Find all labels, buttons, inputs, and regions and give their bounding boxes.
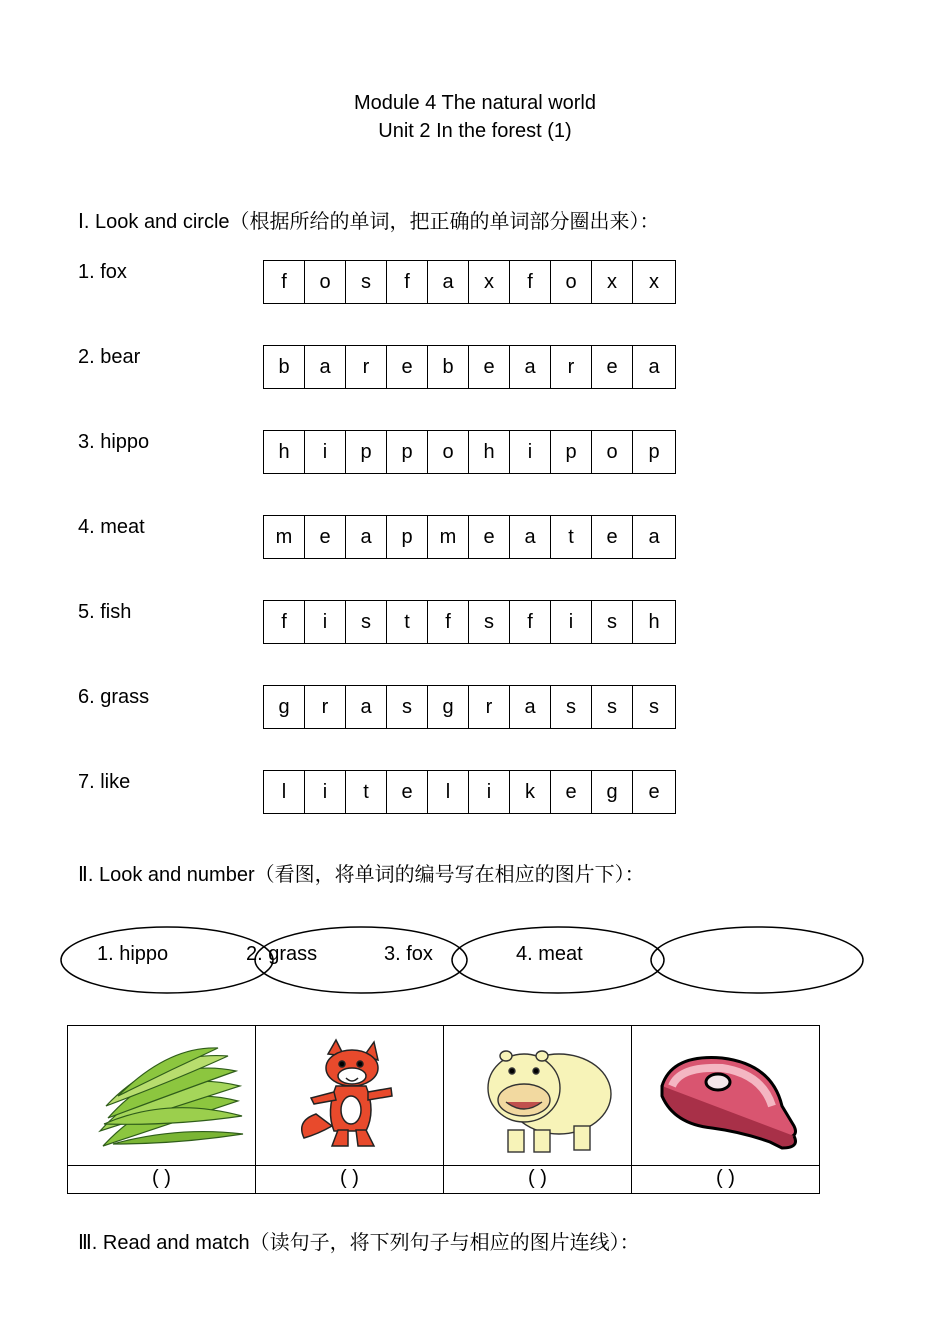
letter-cell[interactable]: e [387,771,428,813]
letter-cell[interactable]: i [305,431,346,473]
letter-cell[interactable]: a [510,686,551,728]
module-title: Module 4 The natural world [354,92,596,114]
letter-cell[interactable]: l [428,771,469,813]
letter-cell[interactable]: p [648,440,660,463]
option-meat: 4. meat [516,943,583,965]
letter-cell[interactable]: i [510,431,551,473]
letter-cell[interactable]: h [469,431,510,473]
letter-cell[interactable]: m [264,516,305,558]
letter-cell[interactable]: e [469,516,510,558]
unit-title: Unit 2 In the forest (1) [378,120,572,142]
letter-grid [263,260,676,304]
picture-cell-fox [256,1026,444,1193]
letter-cell[interactable]: b [428,346,469,388]
letter-cell[interactable]: f [510,601,551,643]
answer-blank[interactable]: ( ) [528,1167,547,1189]
word-label: 1. fox [78,261,127,283]
letter-cell[interactable]: e [592,516,633,558]
option-fox: 3. fox [384,943,433,965]
letter-cell[interactable]: l [264,771,305,813]
letter-cell[interactable]: k [510,771,551,813]
letter-cell[interactable]: s [551,686,592,728]
section-1-heading: Ⅰ. Look and circle（根据所给的单词，把正确的单词部分圈出来）： [78,211,660,233]
letter-grid [263,345,676,389]
letter-cell[interactable]: i [551,601,592,643]
letter-cell[interactable]: s [592,686,633,728]
letter-cell[interactable]: g [592,771,633,813]
letter-cell[interactable]: a [510,346,551,388]
letter-cell[interactable]: f [510,261,551,303]
letter-cell[interactable]: a [305,346,346,388]
letter-grid [263,515,676,559]
option-grass: 2. grass [246,943,318,965]
word-label: 7. like [78,771,131,793]
letter-cell[interactable]: b [264,346,305,388]
letter-cell[interactable]: f [428,601,469,643]
word-label: 5. fish [78,601,132,623]
letter-cell[interactable]: o [551,261,592,303]
letter-cell[interactable]: x [649,270,659,293]
fox-picture-icon [256,1026,444,1165]
word-label: 2. bear [78,346,141,368]
letter-cell[interactable]: e [469,346,510,388]
letter-cell[interactable]: a [346,686,387,728]
letter-cell[interactable]: f [387,261,428,303]
letter-cell[interactable]: r [305,686,346,728]
picture-table [67,1025,820,1194]
picture-cell-meat [632,1026,819,1193]
section-3-heading: Ⅲ. Read and match（读句子，将下列句子与相应的图片连线）： [78,1232,640,1254]
oval-4 [651,927,863,993]
answer-blank[interactable]: ( ) [716,1167,735,1189]
letter-cell[interactable]: t [551,516,592,558]
word-label: 6. grass [78,686,150,708]
letter-cell[interactable]: g [428,686,469,728]
letter-cell[interactable]: f [264,261,305,303]
meat-picture-icon [632,1026,819,1165]
letter-cell[interactable]: i [469,771,510,813]
letter-cell[interactable]: e [551,771,592,813]
picture-cell-grass [68,1026,256,1193]
letter-cell[interactable]: a [346,516,387,558]
letter-cell[interactable]: s [469,601,510,643]
letter-cell[interactable]: h [648,610,660,633]
letter-cell[interactable]: r [469,686,510,728]
letter-cell[interactable]: s [592,601,633,643]
letter-cell[interactable]: s [346,261,387,303]
letter-cell[interactable]: e [387,346,428,388]
letter-cell[interactable]: i [305,601,346,643]
letter-cell[interactable]: t [387,601,428,643]
word-label: 4. meat [78,516,145,538]
letter-cell[interactable]: p [551,431,592,473]
letter-cell[interactable]: a [428,261,469,303]
letter-cell[interactable]: r [346,346,387,388]
word-label: 3. hippo [78,431,150,453]
letter-cell[interactable]: r [551,346,592,388]
letter-cell[interactable]: e [648,780,660,803]
letter-cell[interactable]: f [264,601,305,643]
letter-cell[interactable]: a [510,516,551,558]
letter-grid [263,685,676,729]
letter-cell[interactable]: p [387,516,428,558]
letter-grid [263,430,676,474]
letter-cell[interactable]: a [648,525,660,548]
option-hippo: 1. hippo [97,943,169,965]
letter-cell[interactable]: x [592,261,633,303]
letter-cell[interactable]: h [264,431,305,473]
letter-cell[interactable]: s [346,601,387,643]
section-2-heading: Ⅱ. Look and number（看图，将单词的编号写在相应的图片下）： [78,864,645,886]
letter-cell[interactable]: e [592,346,633,388]
letter-cell[interactable]: e [305,516,346,558]
letter-grid [263,770,676,814]
letter-cell[interactable]: a [648,355,660,378]
picture-cell-hippo [444,1026,632,1193]
letter-cell[interactable]: o [428,431,469,473]
letter-cell[interactable]: s [649,695,659,718]
grass-picture-icon [68,1026,256,1165]
letter-cell[interactable]: i [305,771,346,813]
letter-cell[interactable]: g [264,686,305,728]
letter-cell[interactable]: m [428,516,469,558]
answer-blank[interactable]: ( ) [340,1167,359,1189]
letter-cell[interactable]: o [305,261,346,303]
hippo-picture-icon [444,1026,632,1165]
letter-cell[interactable]: x [469,261,510,303]
letter-cell[interactable]: t [346,771,387,813]
letter-cell[interactable]: s [387,686,428,728]
letter-grid [263,600,676,644]
letter-cell[interactable]: o [592,431,633,473]
answer-blank[interactable]: ( ) [152,1167,171,1189]
letter-cell[interactable]: p [346,431,387,473]
letter-cell[interactable]: p [387,431,428,473]
